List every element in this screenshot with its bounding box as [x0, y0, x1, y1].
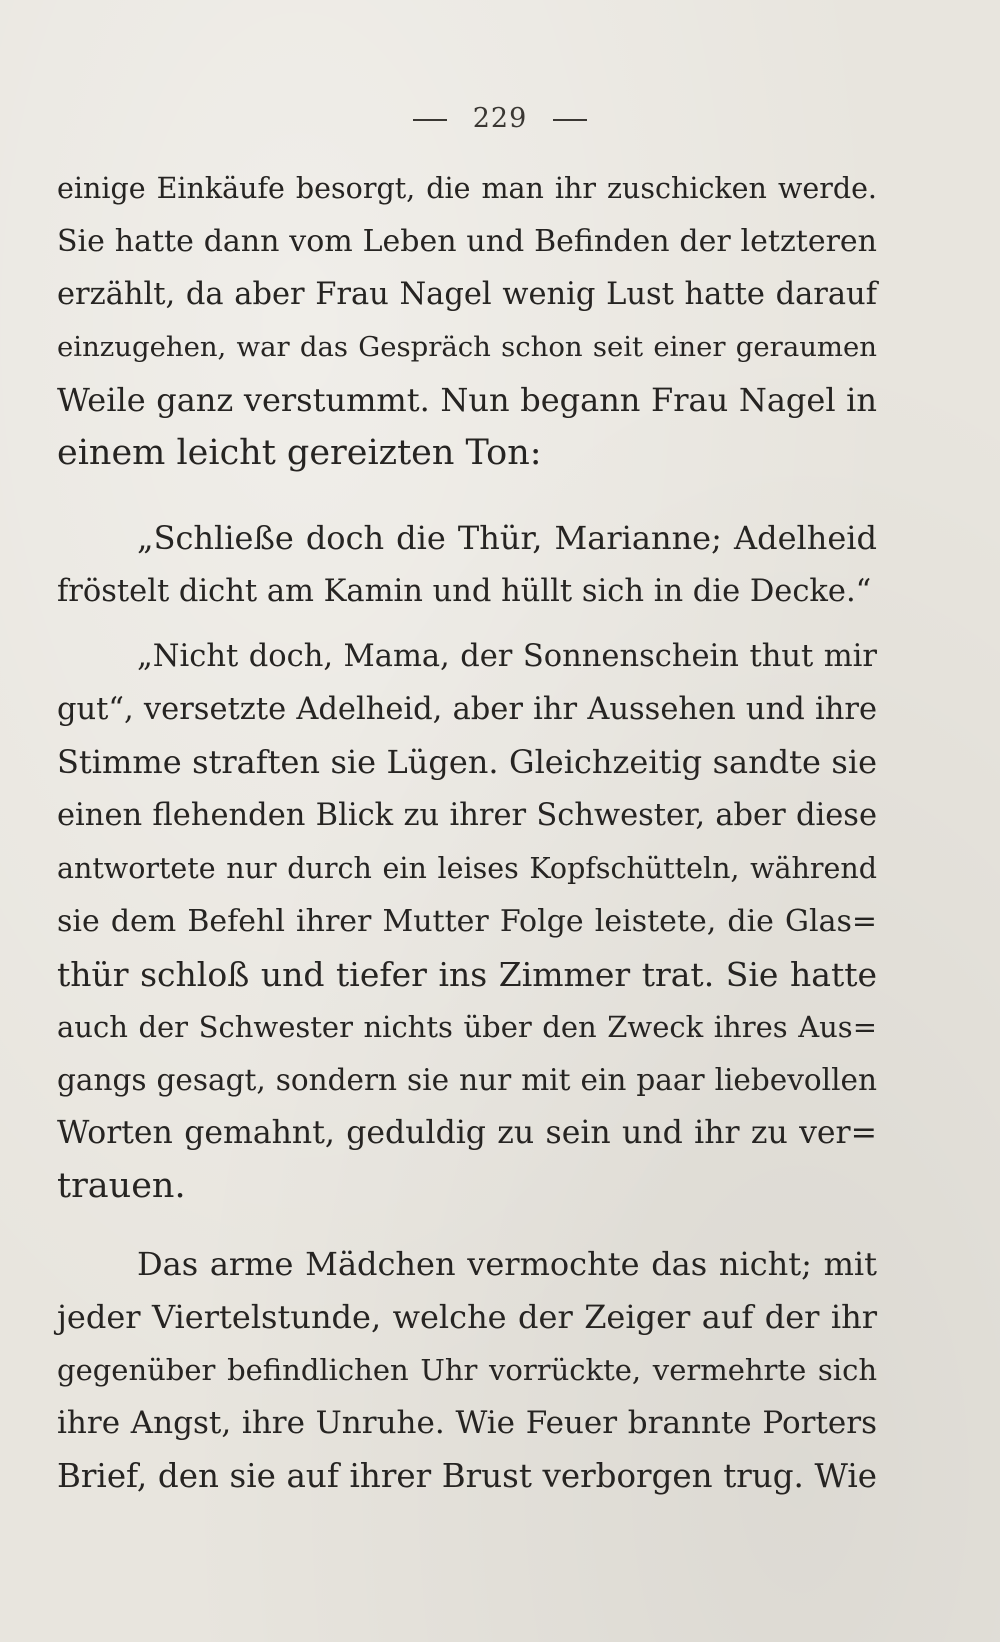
page-number-text: 229 — [472, 103, 528, 134]
text-line: Das arme Mädchen vermochte das nicht; mit — [137, 1245, 877, 1283]
text-line: „Nicht doch, Mama, der Sonnenschein thut mir — [137, 639, 877, 674]
text-line: auch der Schwester nichts über den Zweck ihres Aus= — [57, 1010, 877, 1044]
text-line: einem leicht gereizten Ton: — [57, 433, 542, 473]
paragraph-2 — [57, 512, 877, 618]
text-line: Brief, den sie auf ihrer Brust verborgen trug. Wie — [57, 1457, 877, 1495]
text-line: „Schließe doch die Thür, Marianne; Adelheid — [137, 519, 877, 557]
text-line: Worten gemahnt, geduldig zu sein und ihr zu ver= — [57, 1115, 877, 1151]
text-line: einzugehen, war das Gespräch schon seit einer geraumen — [57, 331, 877, 363]
page-number-dash-right — [553, 119, 587, 121]
text-line: Weile ganz verstummt. Nun begann Frau Nagel in — [57, 381, 877, 419]
text-line: einen flehenden Blick zu ihrer Schwester, aber diese — [57, 798, 877, 833]
text-line: thür schloß und tiefer ins Zimmer trat. Sie hatte — [57, 955, 877, 994]
text-line: gegenüber befindlichen Uhr vorrückte, vermehrte sich — [57, 1353, 877, 1387]
text-line: antwortete nur durch ein leises Kopfschütteln, während — [57, 852, 877, 885]
paragraph-1 — [57, 162, 877, 480]
text-line: fröstelt dicht am Kamin und hüllt sich in die Decke.“ — [57, 574, 872, 609]
text-line: sie dem Befehl ihrer Mutter Folge leistete, die Glas= — [57, 904, 877, 939]
paragraph-3 — [57, 630, 877, 1213]
text-line: gangs gesagt, sondern sie nur mit ein paar liebevollen — [57, 1063, 877, 1097]
text-line: trauen. — [57, 1166, 186, 1206]
text-line: ihre Angst, ihre Unruhe. Wie Feuer brannte Porters — [57, 1405, 877, 1441]
text-line: gut“, versetzte Adelheid, aber ihr Aussehen und ihre — [57, 692, 877, 727]
text-line: erzählt, da aber Frau Nagel wenig Lust hatte darauf — [57, 277, 877, 312]
page-number-dash-left — [413, 119, 447, 121]
page-number — [0, 103, 1000, 134]
paragraph-4 — [57, 1238, 877, 1503]
text-line: jeder Viertelstunde, welche der Zeiger auf der ihr — [57, 1298, 877, 1336]
text-line: Stimme straften sie Lügen. Gleichzeitig sandte sie — [57, 743, 877, 781]
text-line: einige Einkäufe besorgt, die man ihr zuschicken werde. — [57, 172, 877, 205]
text-line: Sie hatte dann vom Leben und Befinden der letzteren — [57, 224, 877, 259]
